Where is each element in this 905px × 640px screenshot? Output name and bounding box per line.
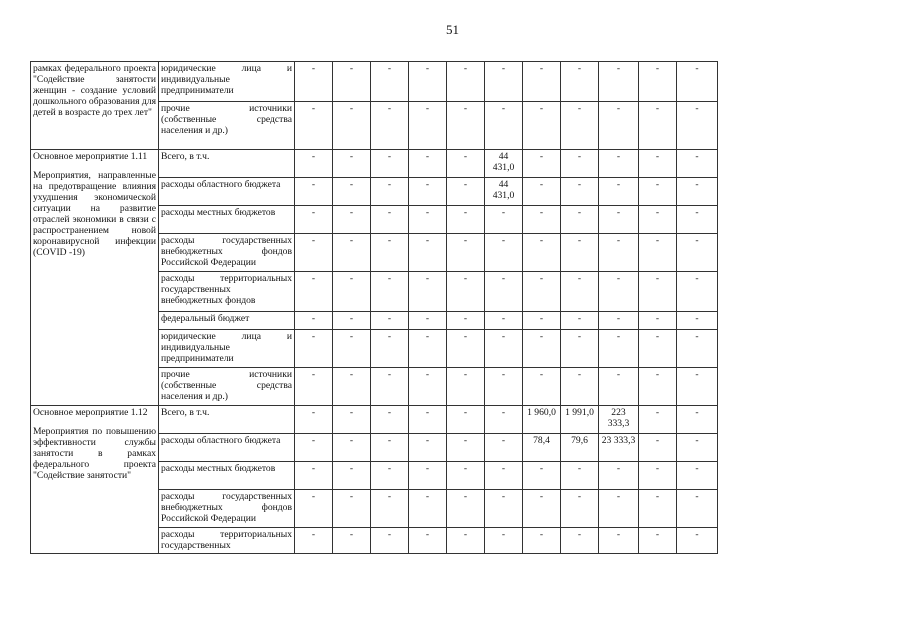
- value-cell: -: [677, 272, 718, 312]
- value-cell: -: [295, 312, 333, 330]
- value-cell: -: [485, 406, 523, 434]
- value-cell: -: [371, 312, 409, 330]
- value-cell: -: [409, 62, 447, 102]
- value-cell: -: [371, 62, 409, 102]
- value-cell: -: [639, 406, 677, 434]
- value-cell: -: [409, 206, 447, 234]
- measure-cell: [31, 62, 159, 150]
- value-cell: -: [639, 434, 677, 462]
- value-cell: -: [677, 462, 718, 490]
- funding-source-cell: расходы государственных внебюджетных фондов Российской Федерации: [159, 490, 295, 528]
- value-cell: -: [447, 178, 485, 206]
- value-cell: -: [677, 206, 718, 234]
- value-cell: -: [447, 434, 485, 462]
- value-cell: -: [333, 434, 371, 462]
- value-cell: -: [677, 102, 718, 150]
- value-cell: -: [333, 272, 371, 312]
- value-cell: -: [599, 178, 639, 206]
- value-cell: -: [485, 330, 523, 368]
- value-cell: -: [371, 434, 409, 462]
- value-cell: 223 333,3: [599, 406, 639, 434]
- measure-description: рамках федерального проекта "Содействие занятости женщин - создание условий дошкольного образования для детей в возрасте до трех лет": [33, 63, 156, 118]
- table-row: [31, 150, 718, 178]
- funding-source-cell: расходы местных бюджетов: [159, 206, 295, 234]
- value-cell: -: [639, 62, 677, 102]
- table-row: [31, 406, 718, 434]
- value-cell: -: [599, 490, 639, 528]
- value-cell: -: [333, 178, 371, 206]
- value-cell: -: [561, 272, 599, 312]
- value-cell: -: [599, 272, 639, 312]
- value-cell: -: [599, 62, 639, 102]
- value-cell: -: [371, 150, 409, 178]
- value-cell: -: [639, 330, 677, 368]
- value-cell: -: [599, 150, 639, 178]
- value-cell: -: [371, 528, 409, 554]
- value-cell: -: [485, 62, 523, 102]
- value-cell: 1 991,0: [561, 406, 599, 434]
- value-cell: -: [371, 272, 409, 312]
- value-cell: -: [333, 234, 371, 272]
- value-cell: -: [523, 462, 561, 490]
- value-cell: -: [447, 406, 485, 434]
- value-cell: -: [523, 528, 561, 554]
- value-cell: -: [485, 206, 523, 234]
- value-cell: -: [409, 462, 447, 490]
- value-cell: -: [371, 330, 409, 368]
- value-cell: -: [561, 234, 599, 272]
- value-cell: -: [333, 462, 371, 490]
- value-cell: -: [295, 406, 333, 434]
- value-cell: -: [561, 178, 599, 206]
- value-cell: -: [295, 368, 333, 406]
- value-cell: -: [485, 312, 523, 330]
- value-cell: -: [599, 234, 639, 272]
- value-cell: -: [599, 312, 639, 330]
- value-cell: -: [639, 272, 677, 312]
- value-cell: -: [485, 368, 523, 406]
- value-cell: -: [447, 528, 485, 554]
- funding-source-cell: расходы областного бюджета: [159, 178, 295, 206]
- value-cell: -: [447, 102, 485, 150]
- value-cell: -: [523, 206, 561, 234]
- value-cell: -: [371, 462, 409, 490]
- value-cell: -: [333, 102, 371, 150]
- value-cell: -: [599, 368, 639, 406]
- value-cell: 44 431,0: [485, 178, 523, 206]
- value-cell: -: [371, 368, 409, 406]
- value-cell: -: [409, 178, 447, 206]
- value-cell: -: [371, 406, 409, 434]
- value-cell: -: [561, 462, 599, 490]
- value-cell: -: [485, 102, 523, 150]
- value-cell: -: [371, 178, 409, 206]
- value-cell: -: [561, 206, 599, 234]
- value-cell: 78,4: [523, 434, 561, 462]
- value-cell: -: [333, 312, 371, 330]
- value-cell: -: [409, 406, 447, 434]
- funding-source-cell: расходы государственных внебюджетных фондов Российской Федерации: [159, 234, 295, 272]
- funding-source-cell: расходы территориальных государственных внебюджетных фондов: [159, 272, 295, 312]
- value-cell: -: [599, 462, 639, 490]
- value-cell: -: [409, 368, 447, 406]
- value-cell: -: [295, 272, 333, 312]
- value-cell: -: [447, 62, 485, 102]
- value-cell: 1 960,0: [523, 406, 561, 434]
- value-cell: -: [409, 102, 447, 150]
- value-cell: -: [523, 330, 561, 368]
- value-cell: -: [333, 368, 371, 406]
- value-cell: -: [295, 150, 333, 178]
- value-cell: -: [409, 434, 447, 462]
- value-cell: -: [561, 490, 599, 528]
- value-cell: -: [561, 312, 599, 330]
- value-cell: -: [333, 330, 371, 368]
- value-cell: -: [447, 330, 485, 368]
- value-cell: -: [639, 150, 677, 178]
- value-cell: -: [409, 150, 447, 178]
- value-cell: -: [523, 150, 561, 178]
- funding-source-cell: Всего, в т.ч.: [159, 150, 295, 178]
- value-cell: -: [677, 528, 718, 554]
- value-cell: -: [333, 490, 371, 528]
- value-cell: -: [677, 330, 718, 368]
- measure-cell: [31, 406, 159, 554]
- value-cell: -: [447, 490, 485, 528]
- value-cell: -: [371, 102, 409, 150]
- value-cell: -: [523, 102, 561, 150]
- value-cell: -: [677, 434, 718, 462]
- value-cell: -: [561, 368, 599, 406]
- value-cell: -: [523, 312, 561, 330]
- funding-source-cell: расходы местных бюджетов: [159, 462, 295, 490]
- table-body: [31, 62, 718, 554]
- value-cell: -: [677, 490, 718, 528]
- value-cell: -: [561, 62, 599, 102]
- value-cell: -: [295, 434, 333, 462]
- value-cell: -: [561, 150, 599, 178]
- value-cell: -: [523, 234, 561, 272]
- value-cell: -: [447, 206, 485, 234]
- value-cell: -: [295, 234, 333, 272]
- value-cell: -: [333, 406, 371, 434]
- value-cell: -: [333, 150, 371, 178]
- page-number: 51: [446, 22, 459, 37]
- value-cell: -: [371, 490, 409, 528]
- value-cell: -: [409, 490, 447, 528]
- value-cell: -: [677, 62, 718, 102]
- value-cell: 23 333,3: [599, 434, 639, 462]
- value-cell: -: [639, 178, 677, 206]
- value-cell: -: [639, 528, 677, 554]
- value-cell: -: [677, 178, 718, 206]
- value-cell: -: [447, 312, 485, 330]
- budget-table: [30, 61, 718, 554]
- value-cell: -: [295, 490, 333, 528]
- value-cell: -: [677, 234, 718, 272]
- value-cell: -: [409, 234, 447, 272]
- value-cell: -: [599, 330, 639, 368]
- value-cell: -: [333, 62, 371, 102]
- value-cell: -: [409, 330, 447, 368]
- value-cell: -: [639, 102, 677, 150]
- funding-source-cell: Всего, в т.ч.: [159, 406, 295, 434]
- value-cell: -: [333, 528, 371, 554]
- value-cell: -: [523, 272, 561, 312]
- value-cell: -: [639, 234, 677, 272]
- value-cell: -: [599, 102, 639, 150]
- value-cell: -: [677, 312, 718, 330]
- value-cell: -: [599, 206, 639, 234]
- value-cell: -: [677, 406, 718, 434]
- value-cell: -: [447, 368, 485, 406]
- value-cell: -: [371, 234, 409, 272]
- funding-source-cell: расходы территориальных государственных: [159, 528, 295, 554]
- value-cell: -: [333, 206, 371, 234]
- value-cell: -: [409, 528, 447, 554]
- table-row: [31, 62, 718, 102]
- value-cell: -: [295, 330, 333, 368]
- value-cell: -: [485, 234, 523, 272]
- measure-description: Мероприятия по повышению эффективности службы занятости в рамках федерального проекта "Содействие занятости": [33, 426, 156, 481]
- value-cell: -: [639, 490, 677, 528]
- value-cell: -: [485, 528, 523, 554]
- value-cell: -: [485, 272, 523, 312]
- value-cell: -: [485, 434, 523, 462]
- funding-source-cell: расходы областного бюджета: [159, 434, 295, 462]
- value-cell: -: [295, 462, 333, 490]
- value-cell: -: [523, 62, 561, 102]
- value-cell: -: [295, 206, 333, 234]
- value-cell: -: [561, 102, 599, 150]
- value-cell: 44 431,0: [485, 150, 523, 178]
- value-cell: -: [371, 206, 409, 234]
- value-cell: -: [639, 206, 677, 234]
- value-cell: -: [561, 330, 599, 368]
- value-cell: -: [409, 272, 447, 312]
- value-cell: -: [295, 528, 333, 554]
- value-cell: -: [447, 272, 485, 312]
- funding-source-cell: юридические лица и индивидуальные предприниматели: [159, 330, 295, 368]
- funding-source-cell: юридические лица и индивидуальные предприниматели: [159, 62, 295, 102]
- value-cell: -: [639, 462, 677, 490]
- value-cell: -: [447, 462, 485, 490]
- value-cell: -: [485, 462, 523, 490]
- value-cell: -: [447, 150, 485, 178]
- value-cell: -: [523, 178, 561, 206]
- value-cell: -: [639, 312, 677, 330]
- funding-source-cell: прочие источники (собственные средства населения и др.): [159, 102, 295, 150]
- value-cell: -: [523, 368, 561, 406]
- value-cell: -: [295, 62, 333, 102]
- value-cell: -: [677, 368, 718, 406]
- measure-title: Основное мероприятие 1.11: [33, 151, 148, 162]
- value-cell: -: [409, 312, 447, 330]
- value-cell: -: [639, 368, 677, 406]
- funding-source-cell: прочие источники (собственные средства населения и др.): [159, 368, 295, 406]
- value-cell: -: [485, 490, 523, 528]
- measure-description: Мероприятия, направленные на предотвращение влияния ухудшения экономической ситуации на развитие отраслей экономики в связи с распространением новой коронавирусной инфекции (COVID -19): [33, 170, 156, 258]
- value-cell: -: [295, 178, 333, 206]
- value-cell: -: [677, 150, 718, 178]
- value-cell: 79,6: [561, 434, 599, 462]
- measure-title: Основное мероприятие 1.12: [33, 407, 148, 418]
- measure-cell: [31, 150, 159, 406]
- value-cell: -: [561, 528, 599, 554]
- value-cell: -: [599, 528, 639, 554]
- value-cell: -: [295, 102, 333, 150]
- funding-source-cell: федеральный бюджет: [159, 312, 295, 330]
- value-cell: -: [523, 490, 561, 528]
- value-cell: -: [447, 234, 485, 272]
